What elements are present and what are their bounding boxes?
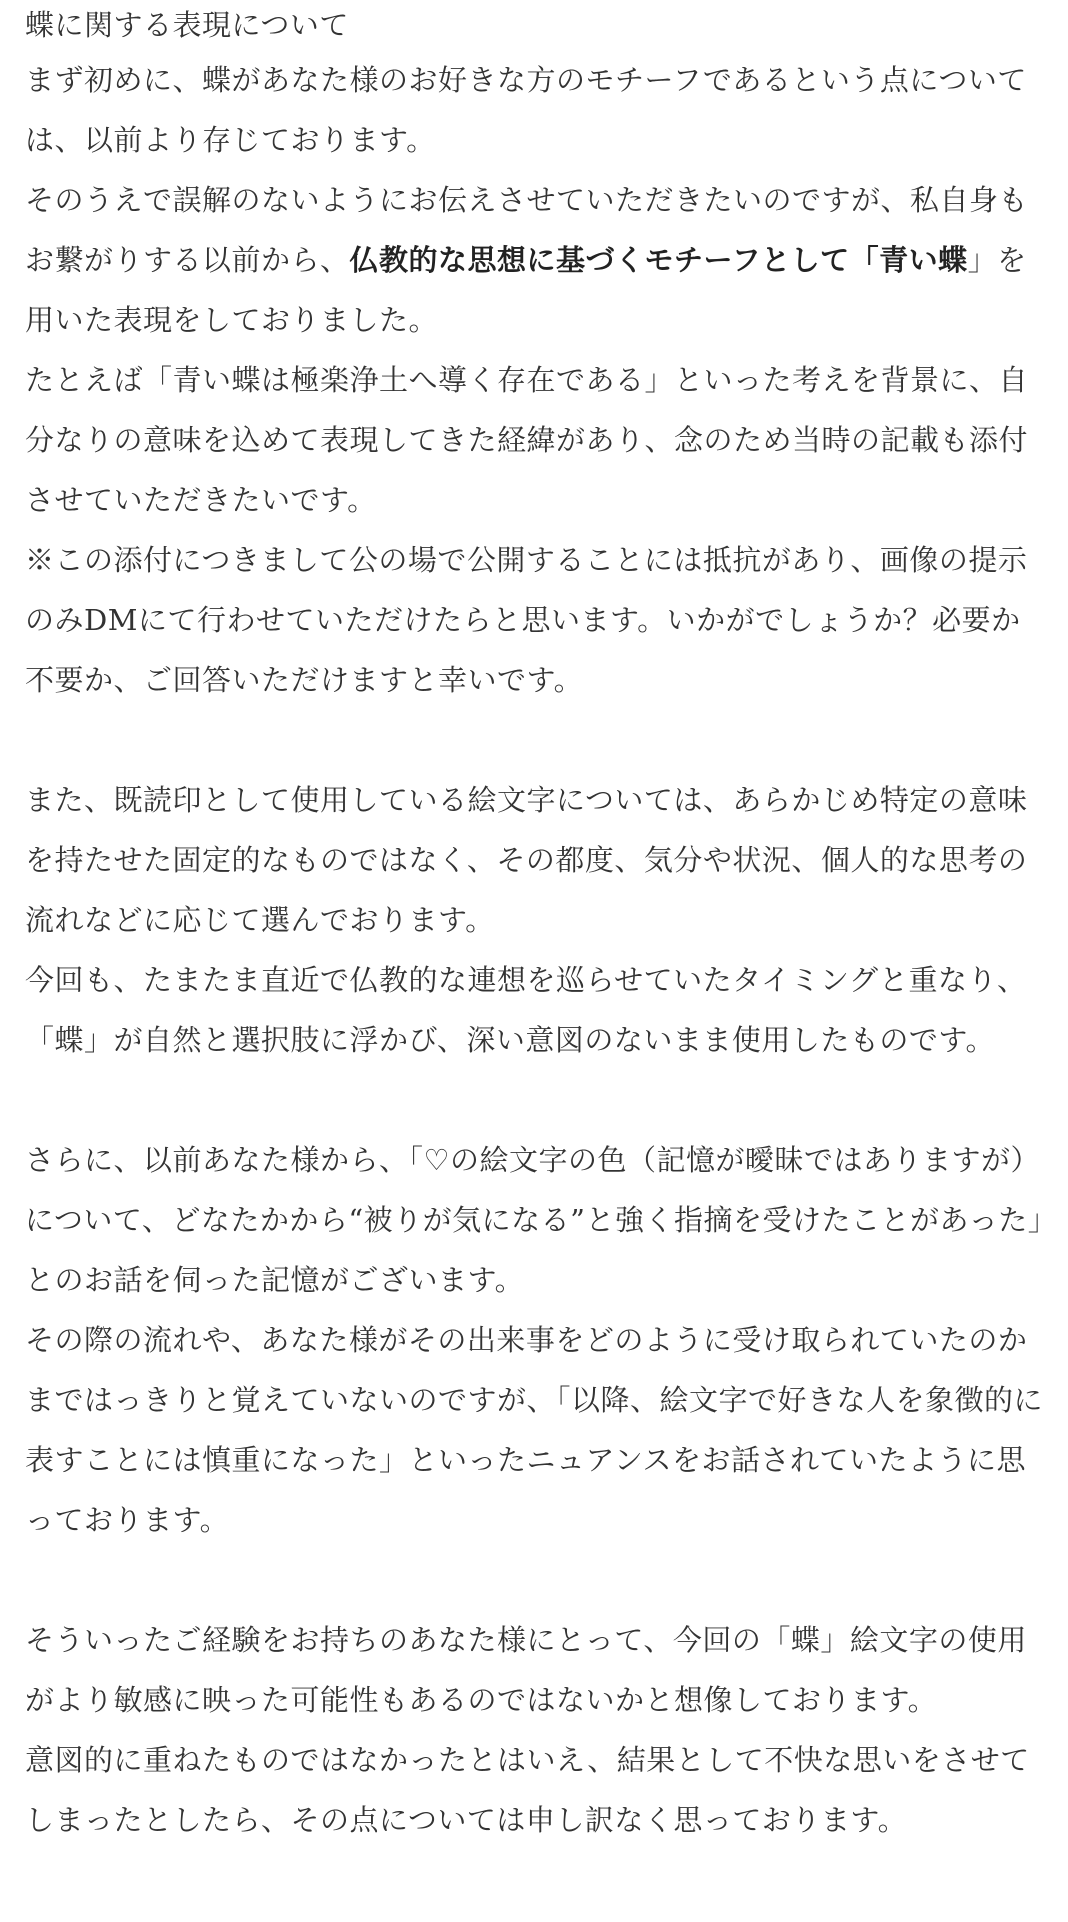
- paragraph-1: まず初めに、蝶があなた様のお好きな方のモチーフであるという点については、以前より存じております。: [25, 63, 1027, 157]
- paragraph-4-note: ※この添付につきまして公の場で公開することには抵抗があり、画像の提示のみDMにて行わせていただけたらと思います。いかがでしょうか？必要か不要か、ご回答いただけますと幸いです。: [25, 543, 1028, 697]
- paragraph-2-emphasis: 仏教的な思想に基づくモチーフとして「青い蝶: [349, 243, 968, 277]
- paragraph-2: [25, 170, 1045, 350]
- paragraph-5: また、既読印として使用している絵文字については、あらかじめ特定の意味を持たせた固定的なものではなく、その都度、気分や状況、個人的な思考の流れなどに応じて選んでおります。: [25, 783, 1028, 937]
- paragraph-7: さらに、以前あなた様から、「♡の絵文字の色（記憶が曖昧ではありますが）について、どなたかから“被りが気になる”と強く指摘を受けたことがあった」とのお話を伺った記憶がございます。: [25, 1143, 1043, 1297]
- paragraph-spacer: [25, 710, 1045, 770]
- paragraph-9: そういったご経験をお持ちのあなた様にとって、今回の「蝶」絵文字の使用がより敏感に映った可能性もあるのではないかと想像しております。: [25, 1623, 1027, 1717]
- document-title: 蝶に関する表現について: [25, 8, 349, 42]
- paragraph-spacer: [25, 1070, 1045, 1130]
- paragraph-2-intro: そのうえで誤解のないようにお伝えさせていただきたいのですが、私自身もお繋がりする以前から、: [25, 183, 1029, 277]
- paragraph-6: 今回も、たまたま直近で仏教的な連想を巡らせていたタイミングと重なり、「蝶」が自然と選択肢に浮かび、深い意図のないまま使用したものです。: [25, 963, 1027, 1057]
- paragraph-3: たとえば「青い蝶は極楽浄土へ導く存在である」といった考えを背景に、自分なりの意味を込めて表現してきた経緯があり、念のため当時の記載も添付させていただきたいです。: [25, 363, 1029, 517]
- paragraph-8: その際の流れや、あなた様がその出来事をどのように受け取られていたのかまではっきりと覚えていないのですが、「以降、絵文字で好きな人を象徴的に表すことには慎重になった」といったニュアンスをお話されていたように思っております。: [25, 1323, 1044, 1537]
- paragraph-2-end: 」を用いた表現をしておりました。: [25, 243, 1027, 337]
- document-body: [25, 0, 1045, 1850]
- paragraph-10: 意図的に重ねたものではなかったとはいえ、結果として不快な思いをさせてしまったとしたら、その点については申し訳なく思っております。: [25, 1743, 1030, 1837]
- paragraph-spacer: [25, 1550, 1045, 1610]
